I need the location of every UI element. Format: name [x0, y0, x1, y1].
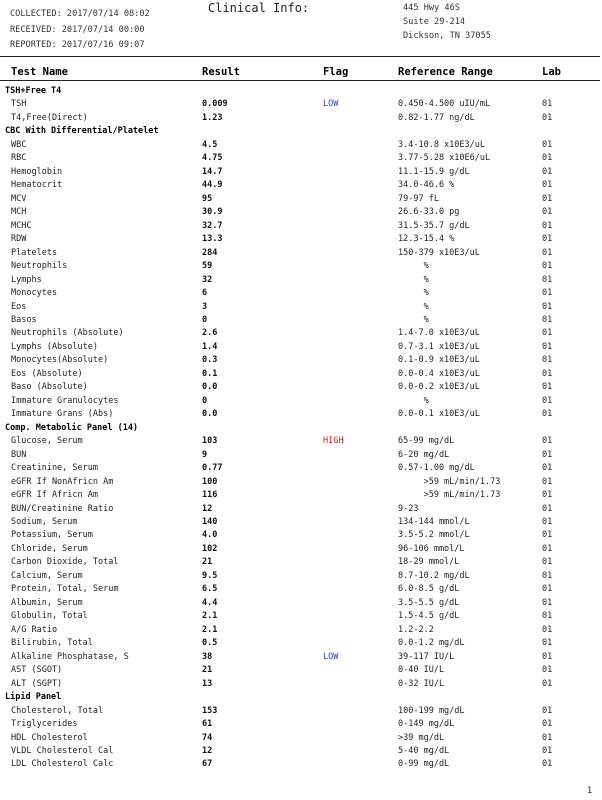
test-name: MCHC: [11, 220, 32, 231]
lab-code: 01: [542, 584, 553, 595]
test-name: T4,Free(Direct): [11, 112, 88, 123]
lab-code: 01: [542, 166, 553, 177]
test-name: Hematocrit: [11, 180, 63, 191]
table-row: [0, 758, 600, 771]
lab-code: 01: [542, 328, 553, 339]
reference-range: 0.0-0.2 x10E3/uL: [398, 382, 480, 393]
lab-code: 01: [542, 355, 553, 366]
reference-range: 1.4-7.0 x10E3/uL: [398, 328, 480, 339]
table-row: [0, 449, 600, 462]
reference-range: 6-20 mg/dL: [398, 449, 450, 460]
table-row: [0, 314, 600, 327]
result-value: 0.0: [202, 409, 218, 420]
table-row: [0, 476, 600, 489]
test-name: MCV: [11, 193, 27, 204]
reference-range: %: [398, 274, 429, 285]
test-name: LDL Cholesterol Calc: [11, 759, 114, 770]
section-title: Lipid Panel: [5, 692, 62, 703]
section-header: [0, 691, 600, 704]
table-row: [0, 98, 600, 111]
table-row: [0, 139, 600, 152]
test-name: Monocytes(Absolute): [11, 355, 109, 366]
table-row: [0, 529, 600, 542]
table-row: [0, 193, 600, 206]
result-value: 9: [202, 449, 208, 460]
reference-range: >59 mL/min/1.73: [398, 476, 501, 487]
flag-indicator: HIGH: [323, 436, 344, 447]
flag-indicator: LOW: [323, 99, 339, 110]
test-name: Carbon Dioxide, Total: [11, 557, 119, 568]
table-row: [0, 745, 600, 758]
lab-code: 01: [542, 314, 553, 325]
lab-code: 01: [542, 368, 553, 379]
lab-code: 01: [542, 517, 553, 527]
result-value: 4.0: [202, 530, 218, 541]
table-row: [0, 489, 600, 502]
result-value: 2.1: [202, 611, 218, 622]
table-row: [0, 651, 600, 664]
reported-date: REPORTED: 2017/07/16 09:07: [10, 40, 145, 50]
lab-code: 01: [542, 624, 553, 635]
test-name: Creatinine, Serum: [11, 463, 98, 474]
table-row: [0, 570, 600, 583]
lab-code: 01: [542, 651, 553, 662]
reference-range: 3.4-10.8 x10E3/uL: [398, 139, 485, 150]
result-value: 6: [202, 288, 208, 299]
test-name: Potassium, Serum: [11, 530, 93, 541]
table-row: [0, 664, 600, 677]
lab-code: 01: [542, 220, 553, 231]
reference-range: 3.5-5.5 g/dL: [398, 597, 460, 608]
table-row: [0, 327, 600, 340]
lab-code: 01: [542, 207, 553, 218]
test-name: HDL Cholesterol: [11, 732, 88, 743]
lab-code: 01: [542, 463, 553, 474]
result-value: 284: [202, 247, 218, 258]
test-name: Immature Granulocytes: [11, 395, 119, 406]
test-name: eGFR If NonAfricn Am: [11, 476, 114, 487]
test-name: Protein, Total, Serum: [11, 584, 119, 595]
table-row: [0, 435, 600, 448]
reference-range: 5-40 mg/dL: [398, 745, 450, 756]
received-date: RECEIVED: 2017/07/14 00:00: [10, 24, 145, 35]
result-value: 21: [202, 557, 213, 568]
test-name: Cholesterol, Total: [11, 705, 104, 716]
lab-code: 01: [542, 112, 553, 123]
lab-code: 01: [542, 611, 553, 622]
table-row: [0, 637, 600, 650]
table-row: [0, 166, 600, 179]
test-name: Eos (Absolute): [11, 368, 83, 379]
lab-code: 01: [542, 409, 553, 420]
lab-code: 01: [542, 139, 553, 150]
result-value: 0: [202, 395, 208, 406]
lab-code: 01: [542, 247, 553, 258]
reference-range: 1.5-4.5 g/dL: [398, 611, 460, 622]
table-row: [0, 152, 600, 165]
lab-code: 01: [542, 732, 553, 743]
result-value: 21: [202, 665, 213, 676]
result-value: 59: [202, 261, 213, 272]
table-row: [0, 543, 600, 556]
result-value: 0.3: [202, 355, 218, 366]
result-value: 0.009: [202, 99, 228, 110]
reference-range: 134-144 mmol/L: [398, 517, 470, 527]
lab-code: 01: [542, 719, 553, 730]
result-value: 0: [202, 314, 208, 325]
test-name: eGFR If Africn Am: [11, 490, 98, 501]
lab-code: 01: [542, 557, 553, 568]
table-row: [0, 341, 600, 354]
lab-code: 01: [542, 288, 553, 299]
result-value: 2.1: [202, 624, 218, 635]
table-row: [0, 112, 600, 125]
result-value: 61: [202, 719, 213, 730]
reference-range: >39 mg/dL: [398, 732, 445, 743]
section-title: CBC With Differential/Platelet: [5, 126, 159, 137]
reference-range: 3.5-5.2 mmol/L: [398, 530, 470, 541]
lab-code: 01: [542, 341, 553, 352]
lab-code: 01: [542, 301, 553, 312]
reference-range: 0-32 IU/L: [398, 678, 445, 689]
test-name: Calcium, Serum: [11, 570, 83, 581]
table-row: [0, 597, 600, 610]
table-row: [0, 678, 600, 691]
table-row: [0, 516, 600, 529]
result-value: 0.0: [202, 382, 218, 393]
result-value: 32: [202, 274, 213, 285]
result-value: 1.23: [202, 112, 223, 123]
collected-date: COLLECTED: 2017/07/14 08:02: [10, 9, 150, 19]
flag-indicator: LOW: [323, 651, 339, 662]
table-row: [0, 732, 600, 745]
table-row: [0, 287, 600, 300]
result-value: 13.3: [202, 234, 223, 245]
lab-code: 01: [542, 234, 553, 245]
reference-range: 12.3-15.4 %: [398, 234, 455, 245]
result-value: 140: [202, 517, 218, 527]
lab-code: 01: [542, 395, 553, 406]
lab-code: 01: [542, 153, 553, 164]
lab-code: 01: [542, 436, 553, 447]
reference-range: 18-29 mmol/L: [398, 557, 460, 568]
test-name: RDW: [11, 234, 27, 245]
result-value: 102: [202, 543, 218, 554]
test-name: Lymphs: [11, 274, 42, 285]
reference-range: 0.1-0.9 x10E3/uL: [398, 355, 480, 366]
reference-range: 0.7-3.1 x10E3/uL: [398, 341, 480, 352]
column-header-reference-range: Reference Range: [398, 66, 493, 78]
test-name: WBC: [11, 139, 27, 150]
reference-range: 3.77-5.28 x10E6/uL: [398, 153, 491, 164]
reference-range: 100-199 mg/dL: [398, 705, 465, 716]
column-header-test-name: Test Name: [11, 66, 68, 78]
lab-code: 01: [542, 543, 553, 554]
lab-code: 01: [542, 678, 553, 689]
test-name: Neutrophils: [11, 261, 68, 272]
result-value: 95: [202, 193, 213, 204]
lab-code: 01: [542, 597, 553, 608]
test-name: TSH: [11, 99, 27, 110]
test-name: ALT (SGPT): [11, 678, 63, 689]
table-row: [0, 583, 600, 596]
test-name: A/G Ratio: [11, 624, 58, 635]
table-row: [0, 624, 600, 637]
test-name: Baso (Absolute): [11, 382, 88, 393]
result-value: 4.5: [202, 139, 218, 150]
reference-range: 34.0-46.6 %: [398, 180, 455, 191]
table-row: [0, 705, 600, 718]
table-row: [0, 462, 600, 475]
reference-range: 9-23: [398, 503, 419, 514]
test-name: Globulin, Total: [11, 611, 88, 622]
table-row: [0, 301, 600, 314]
reference-range: >59 mL/min/1.73: [398, 490, 501, 501]
table-row: [0, 718, 600, 731]
table-row: [0, 556, 600, 569]
lab-code: 01: [542, 449, 553, 460]
lab-code: 01: [542, 570, 553, 581]
reference-range: 8.7-10.2 mg/dL: [398, 570, 470, 581]
test-name: Albumin, Serum: [11, 597, 83, 608]
test-name: Neutrophils (Absolute): [11, 328, 124, 339]
address-line-3: Dickson, TN 37055: [403, 31, 491, 41]
result-value: 116: [202, 490, 218, 501]
column-header-result: Result: [202, 66, 240, 78]
lab-code: 01: [542, 759, 553, 770]
lab-code: 01: [542, 261, 553, 272]
lab-code: 01: [542, 530, 553, 541]
test-name: BUN: [11, 449, 27, 460]
table-row: [0, 368, 600, 381]
header-bottom-divider: [0, 80, 600, 81]
table-row: [0, 381, 600, 394]
result-value: 14.7: [202, 166, 223, 177]
reference-range: 1.2-2.2: [398, 624, 434, 635]
test-name: VLDL Cholesterol Cal: [11, 745, 114, 756]
result-value: 12: [202, 503, 213, 514]
table-row: [0, 503, 600, 516]
lab-code: 01: [542, 274, 553, 285]
lab-code: 01: [542, 745, 553, 756]
table-row: [0, 179, 600, 192]
section-header: [0, 85, 600, 98]
result-value: 13: [202, 678, 213, 689]
test-name: AST (SGOT): [11, 665, 63, 676]
result-value: 32.7: [202, 220, 223, 231]
reference-range: 0.0-1.2 mg/dL: [398, 638, 465, 649]
table-row: [0, 610, 600, 623]
table-row: [0, 233, 600, 246]
reference-range: %: [398, 301, 429, 312]
test-name: Triglycerides: [11, 719, 78, 730]
lab-code: 01: [542, 193, 553, 204]
table-row: [0, 260, 600, 273]
section-title: TSH+Free T4: [5, 86, 62, 96]
test-name: Bilirubin, Total: [11, 638, 93, 649]
test-name: Glucose, Serum: [11, 436, 83, 447]
lab-code: 01: [542, 705, 553, 716]
reference-range: 0.0-0.4 x10E3/uL: [398, 368, 480, 379]
result-value: 12: [202, 745, 213, 756]
lab-code: 01: [542, 638, 553, 649]
reference-range: %: [398, 261, 429, 272]
page-number: 1: [587, 786, 593, 796]
result-value: 44.9: [202, 180, 223, 191]
lab-code: 01: [542, 665, 553, 676]
reference-range: 96-106 mmol/L: [398, 543, 465, 554]
lab-code: 01: [542, 490, 553, 501]
result-value: 2.6: [202, 328, 218, 339]
section-header: [0, 125, 600, 138]
result-value: 38: [202, 651, 213, 662]
test-name: RBC: [11, 153, 27, 164]
result-value: 0.77: [202, 463, 223, 474]
reference-range: %: [398, 288, 429, 299]
reference-range: 79-97 fL: [398, 193, 439, 204]
result-value: 30.9: [202, 207, 223, 218]
reference-range: 26.6-33.0 pg: [398, 207, 460, 218]
reference-range: 65-99 mg/dL: [398, 436, 455, 447]
result-value: 3: [202, 301, 208, 312]
reference-range: 11.1-15.9 g/dL: [398, 166, 470, 177]
reference-range: 39-117 IU/L: [398, 651, 455, 662]
reference-range: %: [398, 314, 429, 325]
reference-range: %: [398, 395, 429, 406]
table-row: [0, 247, 600, 260]
result-value: 4.4: [202, 597, 218, 608]
reference-range: 0.57-1.00 mg/dL: [398, 463, 475, 474]
column-header-lab: Lab: [542, 66, 561, 78]
test-name: Eos: [11, 301, 27, 312]
reference-range: 0.0-0.1 x10E3/uL: [398, 409, 480, 420]
table-row: [0, 354, 600, 367]
address-line-1: 445 Hwy 46S: [403, 3, 460, 13]
table-row: [0, 408, 600, 421]
result-value: 9.5: [202, 570, 218, 581]
test-name: Monocytes: [11, 288, 58, 299]
reference-range: 0-99 mg/dL: [398, 759, 450, 770]
lab-address: [403, 1, 491, 43]
table-row: [0, 395, 600, 408]
result-value: 0.5: [202, 638, 218, 649]
reference-range: 0.82-1.77 ng/dL: [398, 112, 475, 123]
test-name: BUN/Creatinine Ratio: [11, 503, 114, 514]
test-name: Hemoglobin: [11, 166, 63, 177]
result-value: 153: [202, 705, 218, 716]
lab-code: 01: [542, 99, 553, 110]
collection-info: [10, 7, 150, 54]
section-title: Comp. Metabolic Panel (14): [5, 422, 139, 433]
test-name: MCH: [11, 207, 27, 218]
reference-range: 150-379 x10E3/uL: [398, 247, 480, 258]
result-value: 100: [202, 476, 218, 487]
result-value: 0.1: [202, 368, 218, 379]
test-name: Platelets: [11, 247, 58, 258]
table-row: [0, 206, 600, 219]
result-value: 6.5: [202, 584, 218, 595]
result-value: 4.75: [202, 153, 223, 164]
test-name: Sodium, Serum: [11, 517, 78, 527]
header-top-divider: [0, 56, 600, 57]
section-header: [0, 422, 600, 435]
reference-range: 0-40 IU/L: [398, 665, 445, 676]
result-value: 74: [202, 732, 213, 743]
reference-range: 0.450-4.500 uIU/mL: [398, 99, 491, 110]
reference-range: 6.0-8.5 g/dL: [398, 584, 460, 595]
table-row: [0, 274, 600, 287]
lab-code: 01: [542, 503, 553, 514]
test-name: Chloride, Serum: [11, 543, 88, 554]
reference-range: 0-149 mg/dL: [398, 719, 455, 730]
column-header-flag: Flag: [323, 66, 349, 78]
result-value: 67: [202, 759, 213, 770]
lab-code: 01: [542, 476, 553, 487]
test-name: Basos: [11, 314, 37, 325]
clinical-info-title: Clinical Info:: [208, 1, 310, 15]
address-line-2: Suite 29-214: [403, 17, 466, 27]
test-name: Lymphs (Absolute): [11, 341, 98, 352]
result-value: 1.4: [202, 341, 218, 352]
lab-code: 01: [542, 180, 553, 191]
reference-range: 31.5-35.7 g/dL: [398, 220, 470, 231]
test-name: Alkaline Phosphatase, S: [11, 651, 129, 662]
test-name: Immature Grans (Abs): [11, 409, 114, 420]
result-value: 103: [202, 436, 218, 447]
lab-code: 01: [542, 382, 553, 393]
results-table: [0, 85, 600, 772]
table-row: [0, 220, 600, 233]
